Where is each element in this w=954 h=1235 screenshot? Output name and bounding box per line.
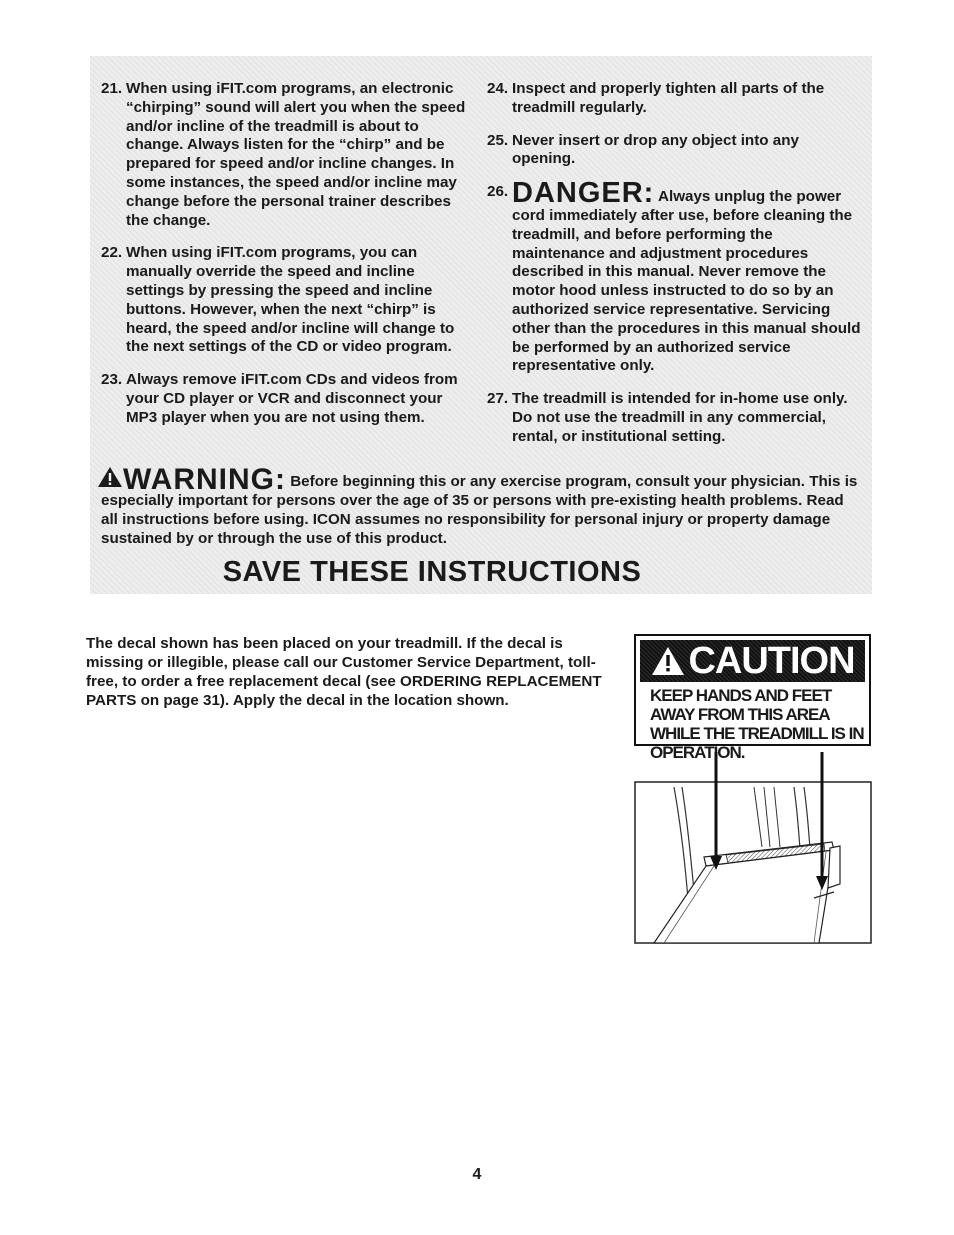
warning-triangle-icon [97, 466, 123, 488]
caution-label: CAUTION [688, 639, 855, 682]
item-number: 23. [101, 371, 123, 389]
item-text: When using iFIT.com programs, you can manually override the speed and incline settings by pressing the speed and incline buttons. However, when the next “chirp” is heard, the speed and/or incline will change to the next settings of the CD or video program. [126, 244, 455, 356]
item-number: 27. [487, 390, 509, 408]
item-text [512, 177, 865, 376]
safety-item-23 [101, 371, 476, 427]
item-text: Never insert or drop any object into any opening. [512, 131, 799, 168]
caution-banner [640, 640, 865, 682]
warning-paragraph [101, 463, 861, 548]
safety-list-left [101, 80, 476, 442]
safety-list-right [487, 80, 865, 461]
item-number: 21. [101, 80, 123, 97]
safety-item-27 [487, 390, 865, 446]
decal-description: The decal shown has been placed on your treadmill. If the decal is missing or illegible, please call our Customer Service Department, toll-free, to order a free replacement decal (see ORDERING REPLACEMENT PARTS on page 31). Apply the decal in the location shown. [86, 635, 602, 709]
safety-item-25 [487, 132, 865, 170]
item-number: 25. [487, 131, 509, 149]
warning-label: WARNING: [123, 463, 286, 496]
item-text: Always remove iFIT.com CDs and videos from your CD player or VCR and disconnect your MP3 player when you are not using them. [126, 371, 458, 426]
item-text: When using iFIT.com programs, an electronic “chirping” sound will alert you when the speed and/or incline of the treadmill is about to change. Always listen for the “chirp” and be prepared for speed and/or incline changes. In some instances, the speed and/or incline may change before the personal trainer describes the change. [126, 80, 466, 229]
danger-text: Always unplug the power cord immediately after use, before cleaning the treadmill, and before performing the maintenance and adjustment procedures described in this manual. Never remove the motor hood unless instructed to do so by an authorized service representative. Servicing other than the procedures in this manual should be performed by an authorized service representative only. [512, 188, 861, 375]
item-number: 22. [101, 244, 123, 262]
save-instructions-heading: SAVE THESE INSTRUCTIONS [222, 556, 642, 588]
item-number: 24. [487, 80, 509, 97]
item-number: 26. [487, 183, 509, 201]
caution-decal [634, 634, 871, 762]
danger-label: DANGER: [512, 177, 655, 210]
safety-item-26 [487, 177, 865, 376]
item-text: The treadmill is intended for in-home use only. Do not use the treadmill in any commercial, rental, or institutional setting. [512, 390, 848, 445]
page-number: 4 [472, 1166, 482, 1183]
caution-triangle-icon [650, 645, 686, 677]
safety-item-24 [487, 80, 865, 118]
warning-text: Before beginning this or any exercise program, consult your physician. This is especially important for persons over the age of 35 or persons with pre-existing health problems. Read all instructions before using. ICON assumes no responsibility for personal injury or property damage sustained by or through the use of this product. [101, 473, 858, 547]
caution-message: KEEP HANDS AND FEET AWAY FROM THIS AREA WHILE THE TREADMILL IS IN OPERATION. [650, 686, 864, 762]
safety-item-21 [101, 80, 476, 230]
safety-item-22 [101, 244, 476, 357]
item-text: Inspect and properly tighten all parts of the treadmill regularly. [512, 80, 825, 116]
treadmill-illustration [634, 752, 872, 944]
